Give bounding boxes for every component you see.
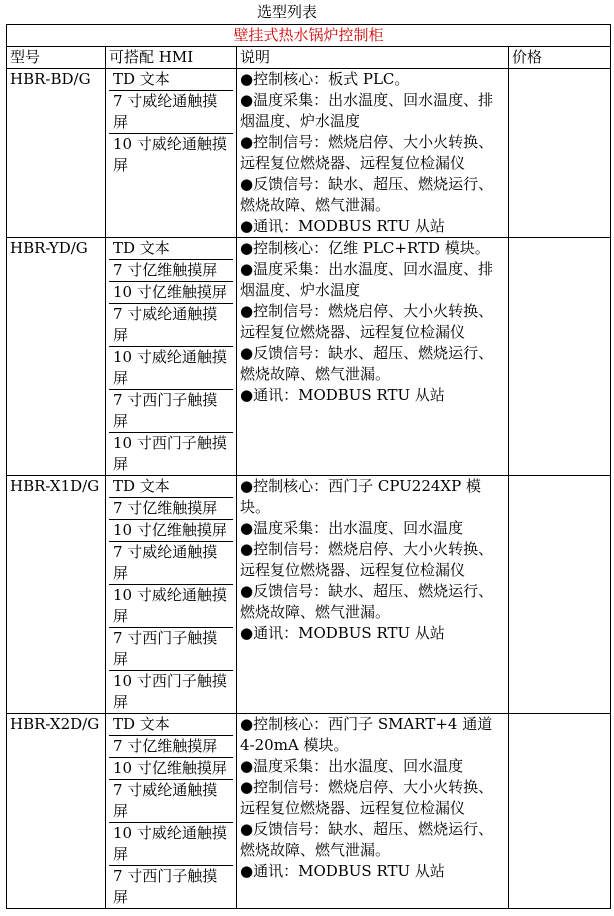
description-line: ●反馈信号：缺水、超压、燃烧运行、燃烧故障、燃气泄漏。 [240, 820, 494, 859]
hmi-option: 7 寸威纶通触摸屏 [109, 780, 233, 823]
table-caption: 选型列表 [256, 3, 317, 21]
description-line: ●控制信号：燃烧启停、大小火转换、远程复位燃烧器、远程复位检漏仪 [240, 778, 494, 817]
hmi-option: 10 寸亿维触摸屏 [109, 758, 233, 780]
description-line: ●控制核心：亿维 PLC+RTD 模块。 [240, 239, 490, 257]
description-cell [237, 238, 509, 476]
hmi-option: 7 寸威纶通触摸屏 [109, 542, 233, 585]
header-model: 型号 [7, 47, 106, 69]
hmi-list [109, 69, 233, 176]
description-line: ●控制信号：燃烧启停、大小火转换、远程复位燃烧器、远程复位检漏仪 [240, 540, 494, 579]
hmi-option: 10 寸西门子触摸屏 [113, 434, 227, 473]
description-cell [237, 69, 509, 238]
hmi-cell [106, 69, 237, 238]
description-line: ●温度采集：出水温度、回水温度 [240, 519, 464, 537]
hmi-option: 7 寸威纶通触摸屏 [109, 304, 233, 347]
description-line: ●反馈信号：缺水、超压、燃烧运行、燃烧故障、燃气泄漏。 [240, 582, 494, 621]
price-cell [509, 714, 611, 909]
hmi-option: TD 文本 [109, 476, 233, 498]
hmi-cell [106, 476, 237, 714]
description-line: ●通讯：MODBUS RTU 从站 [240, 624, 445, 642]
table-title: 壁挂式热水锅炉控制柜 [7, 25, 611, 47]
description-line: ●通讯：MODBUS RTU 从站 [240, 862, 445, 880]
selection-table-sheet [6, 24, 610, 914]
description-line: ●控制核心：板式 PLC。 [240, 70, 410, 88]
hmi-option: 10 寸西门子触摸屏 [113, 672, 227, 711]
hmi-option: 10 寸威纶通触摸屏 [109, 347, 233, 390]
hmi-option: 10 寸威纶通触摸屏 [113, 135, 227, 174]
description-line: ●控制信号：燃烧启停、大小火转换、远程复位燃烧器、远程复位检漏仪 [240, 302, 494, 341]
model-cell: HBR-YD/G [7, 238, 106, 476]
hmi-option: 7 寸威纶通触摸屏 [109, 91, 233, 134]
description-line: ●通讯：MODBUS RTU 从站 [240, 386, 445, 404]
hmi-option: 10 寸亿维触摸屏 [109, 282, 233, 304]
description-line: ●反馈信号：缺水、超压、燃烧运行、燃烧故障、燃气泄漏。 [240, 344, 494, 383]
selection-table [6, 24, 611, 909]
description-cell [237, 714, 509, 909]
description-line: ●控制核心：西门子 CPU224XP 模块。 [240, 477, 481, 516]
hmi-option: TD 文本 [109, 238, 233, 260]
description-line: ●温度采集：出水温度、回水温度、排烟温度、炉水温度 [240, 91, 494, 130]
hmi-list [109, 238, 233, 475]
description-cell [237, 476, 509, 714]
hmi-option: 7 寸西门子触摸屏 [109, 390, 233, 433]
hmi-option: 10 寸威纶通触摸屏 [109, 823, 233, 866]
header-hmi: 可搭配 HMI [106, 47, 237, 69]
model-cell: HBR-X1D/G [7, 476, 106, 714]
table-row [7, 69, 611, 238]
description-line: ●温度采集：出水温度、回水温度、排烟温度、炉水温度 [240, 260, 494, 299]
hmi-cell [106, 238, 237, 476]
header-description: 说明 [237, 47, 509, 69]
price-cell [509, 69, 611, 238]
table-row [7, 714, 611, 909]
description-line: ●反馈信号：缺水、超压、燃烧运行、燃烧故障、燃气泄漏。 [240, 175, 494, 214]
price-cell [509, 476, 611, 714]
hmi-option: 7 寸亿维触摸屏 [109, 260, 233, 282]
hmi-list [109, 476, 233, 713]
hmi-cell [106, 714, 237, 909]
description-line: ●温度采集：出水温度、回水温度 [240, 757, 464, 775]
hmi-option: 10 寸威纶通触摸屏 [109, 585, 233, 628]
header-price: 价格 [509, 47, 611, 69]
hmi-option: TD 文本 [109, 69, 233, 91]
hmi-option: 7 寸西门子触摸屏 [109, 628, 233, 671]
header-row [7, 47, 611, 69]
model-cell: HBR-X2D/G [7, 714, 106, 909]
table-row [7, 476, 611, 714]
hmi-option: 7 寸亿维触摸屏 [109, 498, 233, 520]
description-line: ●控制核心：西门子 SMART+4 通道 4-20mA 模块。 [240, 715, 493, 754]
description-line: ●通讯：MODBUS RTU 从站 [240, 217, 445, 235]
hmi-option: 7 寸西门子触摸屏 [113, 867, 218, 906]
hmi-option: 7 寸亿维触摸屏 [109, 736, 233, 758]
hmi-option: TD 文本 [109, 714, 233, 736]
description-line: ●控制信号：燃烧启停、大小火转换、远程复位燃烧器、远程复位检漏仪 [240, 133, 494, 172]
hmi-list [109, 714, 233, 908]
table-row [7, 238, 611, 476]
price-cell [509, 238, 611, 476]
table-title-row [7, 25, 611, 47]
hmi-option: 10 寸亿维触摸屏 [109, 520, 233, 542]
model-cell: HBR-BD/G [7, 69, 106, 238]
